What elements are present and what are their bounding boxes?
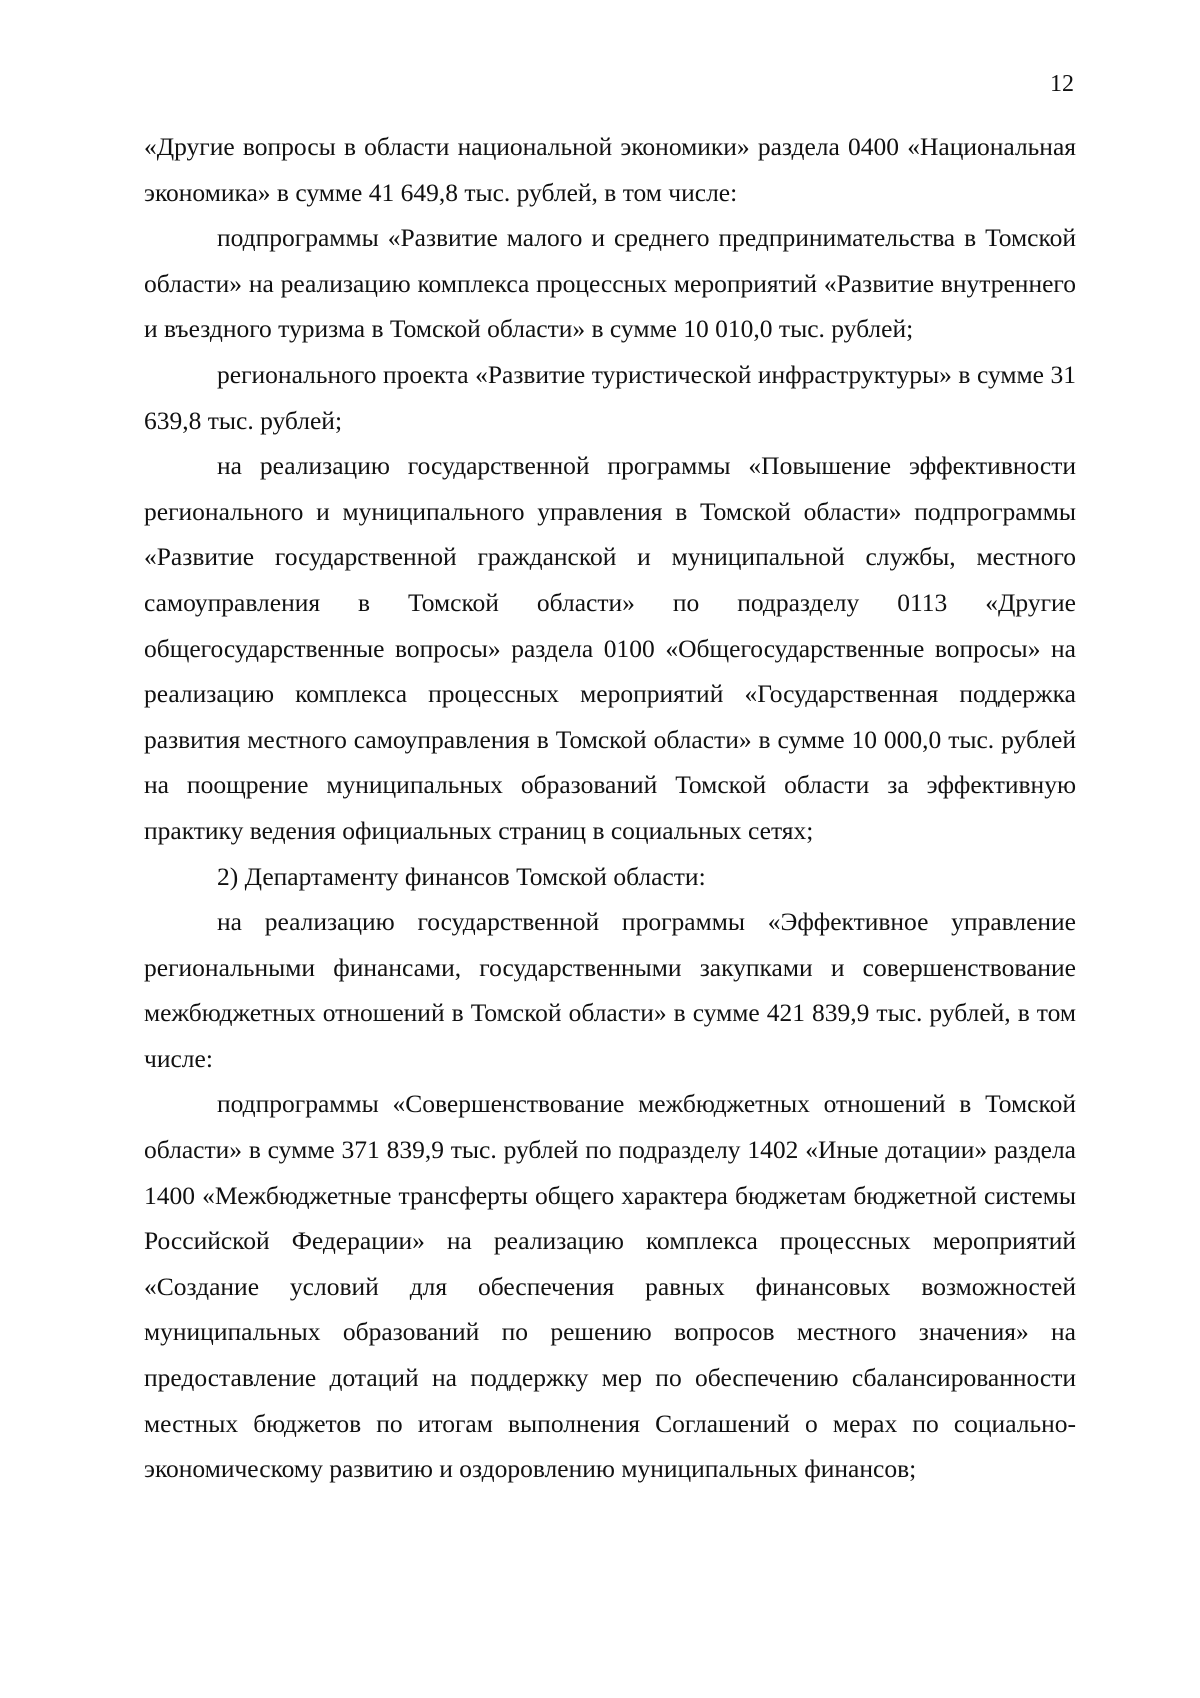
paragraph-3: регионального проекта «Развитие туристической инфраструктуры» в сумме 31 639,8 тыс. рублей; [144, 359, 1076, 435]
paragraph-2: подпрограммы «Развитие малого и среднего предпринимательства в Томской области» на реализацию комплекса процессных мероприятий «Развитие внутреннего и въездного туризма в Томской области» в сумме 10 010,0 тыс. рублей; [144, 223, 1076, 344]
page-number: 12 [1050, 71, 1074, 97]
paragraph-4: на реализацию государственной программы «Повышение эффективности регионального и муниципального управления в Томской области» подпрограммы «Развитие государственной гражданской и муниципальной службы, местного самоуправления в Томской области» по подразделу 0113 «Другие общегосударственные вопросы» раздела 0100 «Общегосударственные вопросы» на реализацию комплекса процессных мероприятий «Государственная поддержка развития местного самоуправления в Томской области» в сумме 10 000,0 тыс. рублей на поощрение муниципальных образований Томской области за эффективную практику ведения официальных страниц в социальных сетях; [144, 451, 1076, 845]
paragraph-5: 2) Департаменту финансов Томской области: [217, 861, 706, 891]
paragraph-6: на реализацию государственной программы «Эффективное управление региональными финансами, государственными закупками и совершенствование межбюджетных отношений в Томской области» в сумме 421 839,9 тыс. рублей, в том числе: [144, 907, 1076, 1073]
paragraph-7: подпрограммы «Совершенствование межбюджетных отношений в Томской области» в сумме 371 839,9 тыс. рублей по подразделу 1402 «Иные дотации» раздела 1400 «Межбюджетные трансферты общего характера бюджетам бюджетной системы Российской Федерации» на реализацию комплекса процессных мероприятий «Создание условий для обеспечения равных финансовых возможностей муниципальных образований по решению вопросов местного значения» на предоставление дотаций на поддержку мер по обеспечению сбалансированности местных бюджетов по итогам выполнения Соглашений о мерах по социально-экономическому развитию и оздоровлению муниципальных финансов; [144, 1089, 1076, 1484]
paragraph-1: «Другие вопросы в области национальной экономики» раздела 0400 «Национальная экономика» в сумме 41 649,8 тыс. рублей, в том числе: [144, 132, 1076, 207]
document-body [144, 124, 1076, 1492]
